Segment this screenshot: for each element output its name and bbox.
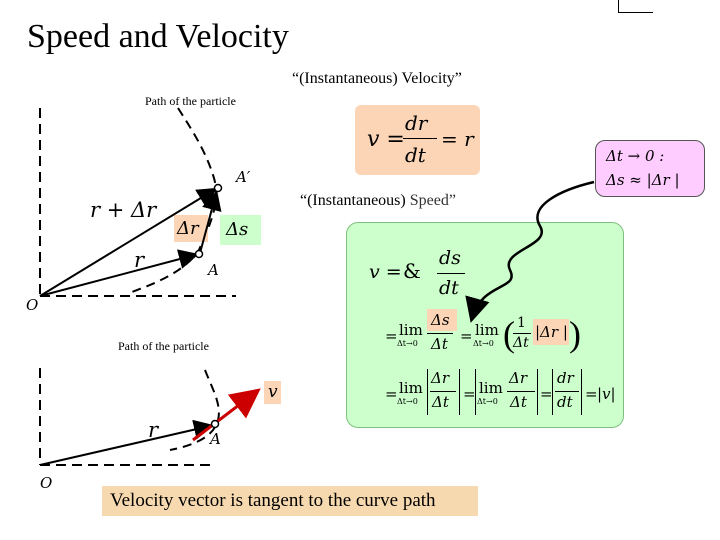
point-a-label: A: [208, 261, 219, 279]
speed3-eq2: =: [463, 385, 476, 403]
speed2-paren-open: (: [503, 314, 515, 354]
bottom-point-a-dot: [212, 421, 219, 428]
speed2-eq2: =: [460, 327, 473, 345]
vector-r: [40, 255, 195, 296]
speed3-abs: |v|: [597, 385, 616, 403]
speed3-eq3: =: [540, 385, 553, 403]
speed2-eq: =: [385, 327, 398, 345]
tangent-velocity-arrow: [193, 392, 256, 440]
speed2-lim: lim: [399, 321, 423, 339]
caption-box: [102, 486, 478, 516]
approx-line-1: Δt → 0 :: [606, 147, 665, 165]
speed2-sub2: Δt→0: [473, 339, 494, 348]
speed3-den2: Δt: [510, 393, 527, 411]
speed3-lim2: lim: [479, 379, 503, 397]
speed3-sub2: Δt→0: [477, 397, 498, 406]
speed3-den: Δt: [432, 393, 449, 411]
speed-glyph: &: [403, 259, 421, 283]
velocity-lhs: v =: [367, 127, 405, 152]
path-label-bottom: Path of the particle: [118, 339, 209, 353]
origin-bottom-label: O: [40, 474, 53, 492]
slide-title: Speed and Velocity: [27, 18, 289, 55]
velocity-rhs: = r: [441, 127, 474, 151]
speed2-frac-den: Δt: [513, 335, 529, 351]
path-label-top: Path of the particle: [145, 94, 236, 108]
speed3-num: Δr: [431, 369, 450, 387]
speed3-lim: lim: [399, 379, 423, 397]
label-dr: Δr: [177, 218, 199, 239]
label-r: r: [134, 248, 145, 272]
velocity-den: dt: [405, 143, 426, 167]
speed3-sub: Δt→0: [397, 397, 418, 406]
speed2-den: Δt: [431, 335, 448, 353]
speed-den: dt: [439, 277, 459, 299]
point-a-prime-label: A′: [236, 168, 251, 186]
velocity-num: dr: [405, 111, 428, 135]
label-ds: Δs: [226, 219, 249, 240]
velocity-heading: “(Instantaneous) Velocity”: [292, 70, 462, 87]
speed2-frac-num: 1: [517, 315, 526, 331]
speed3-den3: dt: [557, 393, 573, 411]
label-r-plus-dr: r + Δr: [90, 198, 157, 222]
speed2-sub: Δt→0: [397, 339, 418, 348]
speed-heading-word: Speed”: [409, 192, 456, 209]
speed2-lim2: lim: [475, 321, 499, 339]
origin-top-label: O: [26, 296, 39, 314]
approx-line-2: Δs ≈ |Δr |: [606, 171, 680, 189]
speed2-abs: |Δr |: [535, 323, 568, 341]
point-a-prime-dot: [215, 185, 222, 192]
speed2-paren-close: ): [569, 314, 581, 354]
speed-heading-prefix: “(Instantaneous): [300, 192, 406, 209]
speed3-eq: =: [385, 385, 398, 403]
label-r-bottom: r: [148, 418, 159, 442]
speed3-eq4: =: [585, 385, 598, 403]
speed-num: ds: [439, 247, 461, 269]
speed3-num3: dr: [557, 369, 574, 387]
label-v: v: [268, 382, 278, 402]
speed-lhs: v =: [369, 261, 402, 283]
point-a-bottom-label: A: [210, 430, 221, 448]
connector-arrow: [472, 182, 594, 318]
point-a-dot: [196, 251, 203, 258]
speed2-num: Δs: [431, 311, 450, 329]
caption-text: Velocity vector is tangent to the curve path: [110, 490, 436, 511]
speed3-num2: Δr: [509, 369, 528, 387]
